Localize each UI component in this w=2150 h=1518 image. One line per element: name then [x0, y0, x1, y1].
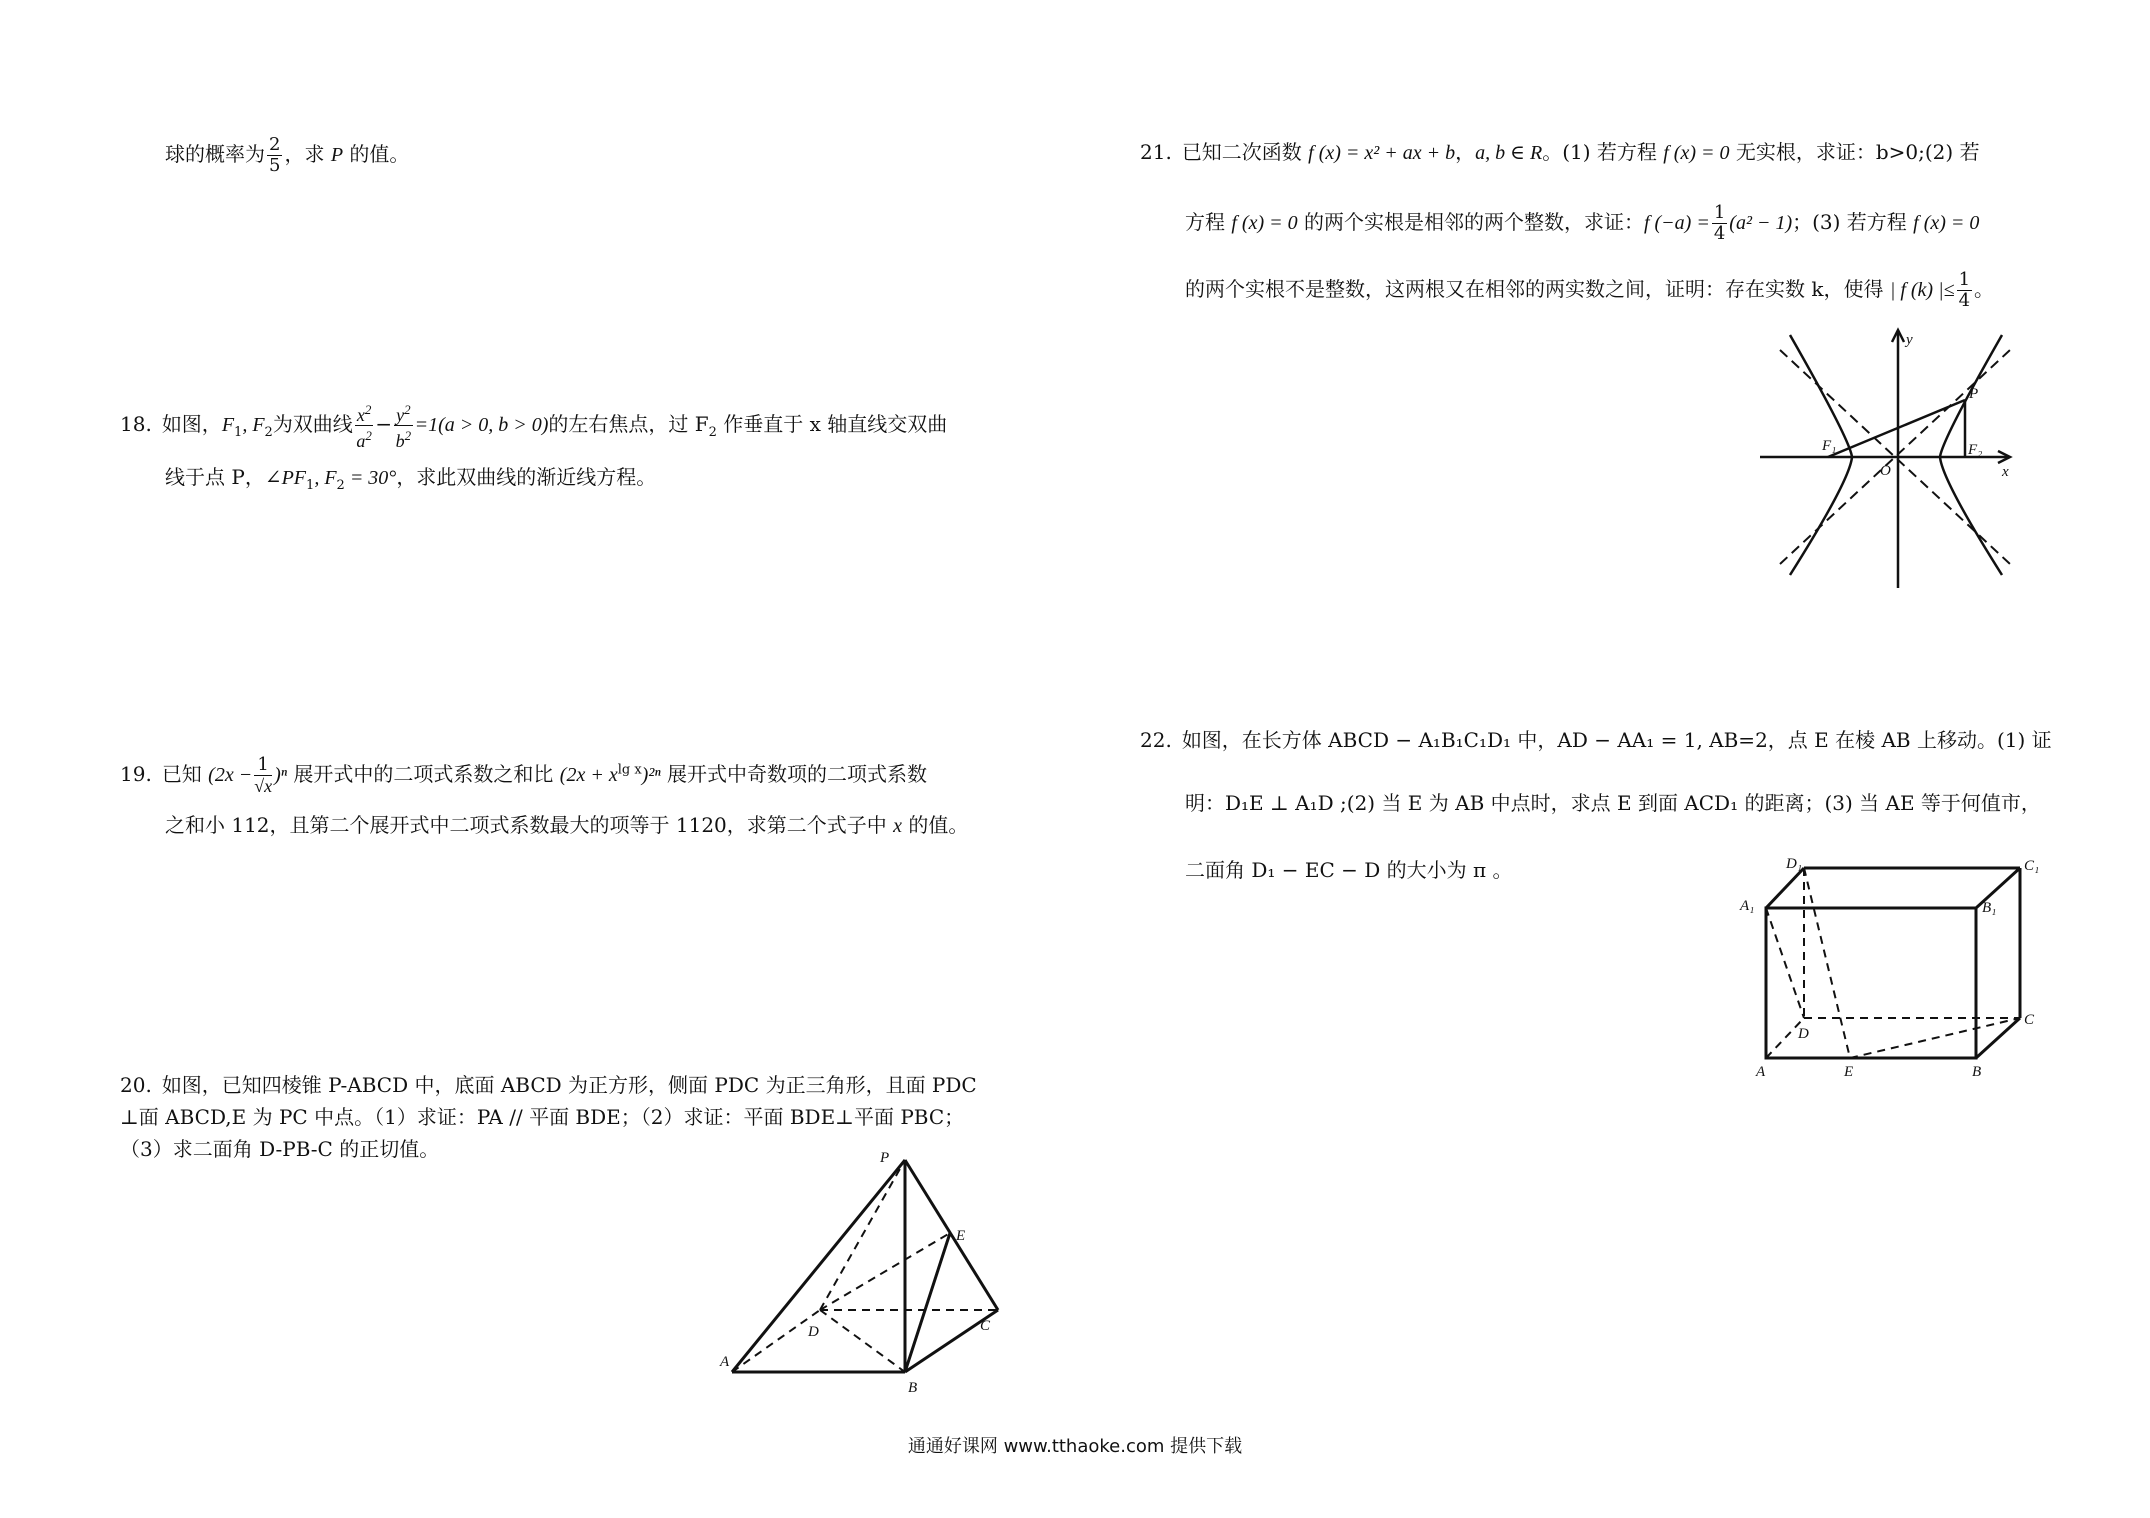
q20-text-2: ⊥面 ABCD,E 为 PC 中点。（1）求证：PA // 平面 BDE；（2）求证：平面 BDE⊥平面 PBC；	[120, 1105, 965, 1129]
q19-text-a: 已知	[161, 762, 209, 786]
q19-line-2	[165, 810, 968, 841]
q19-text-e: 的值。	[902, 813, 969, 837]
q20-line-1	[120, 1070, 977, 1100]
q18-sub-3: 2	[708, 425, 717, 440]
q21-text-e: 方程	[1185, 210, 1232, 234]
q21-frac-den-2: 4	[1958, 290, 1971, 311]
q21-label-f1: F₁	[1822, 438, 1837, 454]
q18-f1: F	[221, 414, 235, 436]
q18-sub-2: 2	[264, 425, 273, 440]
q21-frac-num: 1	[1713, 202, 1726, 223]
q18-text-a: 如图，	[161, 412, 222, 436]
q18-x: x	[356, 405, 365, 425]
q22-label-b: B	[1972, 1064, 1982, 1080]
q22-line-2	[1185, 788, 2041, 818]
q17-var-p: P	[330, 144, 344, 166]
q17-fraction	[267, 135, 282, 176]
q22-cuboid-figure	[1740, 856, 2040, 1080]
q17-tail	[165, 135, 409, 176]
q20-label-c: C	[980, 1318, 991, 1334]
q17-frac-den: 5	[269, 155, 281, 176]
q19-number: 19.	[120, 762, 152, 786]
q21-a-expr: (a² − 1)	[1729, 212, 1793, 234]
q20-text-3: （3）求二面角 D-PB-C 的正切值。	[120, 1137, 440, 1161]
q20-line-2	[120, 1102, 964, 1132]
q19-exp-lg: lg x	[617, 762, 642, 778]
q20-line-3	[120, 1134, 439, 1164]
q19-frac-den: √x	[254, 776, 273, 796]
q18-line-1: 18. 如图，$F_1$, $F_2$为双曲线 $\frac{x^2}{a^2}$ − $\frac{y^2}{b^2}$ =1(a > 0, b > 0)的左右焦点，过 $F_2$ 作垂直于 x 轴直线交双曲	[120, 402, 948, 451]
q21-label-f2: F₂	[1968, 442, 1983, 458]
edge-d1e	[1804, 868, 1850, 1058]
q18-condition: =1(a > 0, b > 0)	[414, 414, 549, 436]
q21-frac-den: 4	[1713, 223, 1726, 244]
q22-label-e: E	[1844, 1064, 1854, 1080]
q21-text-c: 。(1) 若方程	[1542, 140, 1664, 164]
edge-pc	[905, 1160, 998, 1310]
q19-frac-num: 1	[254, 755, 272, 776]
q22-label-a1: A₁	[1740, 898, 1755, 914]
q21-f0-2: f (x) = 0	[1231, 212, 1298, 234]
q21-text-d: 无实根，求证：b>0;(2) 若	[1729, 140, 1980, 164]
edge-bc	[1976, 1018, 2020, 1058]
edge-pd	[820, 1160, 905, 1310]
q19-line-1	[120, 755, 927, 796]
q22-line-1	[1140, 725, 2052, 755]
q21-text-g: ；(3) 若方程	[1792, 210, 1914, 234]
q19-fraction	[254, 755, 272, 796]
q18-a: a	[356, 431, 366, 451]
edge-be	[905, 1233, 950, 1372]
q20-label-a: A	[720, 1354, 730, 1370]
q21-fx: f (x) = x² + ax + b	[1308, 142, 1456, 164]
q18-f2: , F	[242, 414, 265, 436]
q21-frac-1	[1712, 203, 1727, 244]
q18-text-c: 的左右焦点，过 F	[548, 412, 709, 436]
q21-fk: | f (k) |≤	[1889, 279, 1955, 301]
q22-text-1: 如图，在长方体 ABCD − A₁B₁C₁D₁ 中，AD − AA₁ = 1, AB=2，点 E 在棱 AB 上移动。(1) 证	[1181, 728, 2052, 752]
q21-text-a: 已知二次函数	[1181, 140, 1309, 164]
q21-hyperbola-figure	[1770, 330, 2010, 590]
edge-a1d1	[1766, 868, 1804, 908]
q21-label-x: x	[2002, 464, 2009, 480]
q21-label-o: O	[1880, 463, 1891, 479]
q21-f0-3: f (x) = 0	[1913, 212, 1980, 234]
hyperbola-left-branch	[1790, 335, 1852, 575]
q17-text-a: 球的概率为	[165, 142, 265, 166]
q21-label-p: P	[1969, 386, 1979, 402]
q21-text-b: ，	[1455, 140, 1476, 164]
segment-f1-p	[1828, 400, 1965, 457]
q20-number: 20.	[120, 1073, 152, 1097]
q21-line-1	[1140, 137, 1980, 168]
q18-b: b	[395, 431, 405, 451]
q18-frac-x: $\frac{x^2}{a^2}$	[356, 402, 372, 451]
q20-label-d: D	[808, 1324, 819, 1340]
q22-text-3: 二面角 D₁ − EC − D 的大小为 π 。	[1185, 858, 1513, 882]
q19-exp-n: )ⁿ	[274, 764, 288, 786]
q21-frac-num-2: 1	[1958, 269, 1971, 290]
q21-ab: a, b ∈ R	[1475, 142, 1543, 164]
q22-number: 22.	[1140, 728, 1172, 752]
edge-ec	[1850, 1018, 2020, 1058]
q18-text-e: 线于点 P，	[165, 465, 265, 489]
q20-label-e: E	[956, 1228, 966, 1244]
q19-text-b: 展开式中的二项式系数之和比	[287, 762, 560, 786]
q20-text-1: 如图，已知四棱锥 P-ABCD 中，底面 ABCD 为正方形，侧面 PDC 为正三角形，且面 PDC	[161, 1073, 977, 1097]
q18-angle-mid: , F	[314, 467, 337, 489]
q18-angle-end: = 30°	[344, 467, 397, 489]
edge-db	[820, 1310, 905, 1372]
q18-line-2: 线于点 P，$\angle PF_1$, $F_2 = 30^\circ$，求此双曲线的渐近线方程。	[165, 465, 657, 493]
q21-line-2	[1185, 203, 1979, 244]
q17-frac-num: 2	[269, 134, 281, 155]
q21-text-i: 。	[1974, 277, 1995, 301]
q20-pyramid-figure	[720, 1150, 991, 1396]
edge-a1d	[1766, 908, 1804, 1018]
q18-text-b: 为双曲线	[272, 412, 353, 436]
q22-label-d1: D₁	[1786, 856, 1803, 872]
q19-text-c: 展开式中奇数项的二项式系数	[660, 762, 927, 786]
q22-label-c: C	[2024, 1012, 2035, 1028]
q19-expr-1: (2x −	[208, 764, 253, 786]
q21-label-y: y	[1906, 332, 1913, 348]
page-footer: 通通好课网 www.tthaoke.com 提供下载	[907, 1436, 1243, 1457]
q21-frac-2	[1957, 270, 1972, 311]
q21-fa: f (−a) =	[1643, 212, 1710, 234]
q17-text-c: 的值。	[343, 142, 410, 166]
q19-var-x: x	[893, 815, 903, 837]
q22-label-d: D	[1798, 1026, 1809, 1042]
q19-text-d: 之和小 112，且第二个展开式中二项式系数最大的项等于 1120，求第二个式子中	[165, 813, 894, 837]
q18-text-d: 作垂直于 x 轴直线交双曲	[716, 412, 948, 436]
q18-sub-1: 1	[234, 425, 243, 440]
q21-line-3	[1185, 270, 1994, 311]
q18-angle: ∠PF	[264, 467, 307, 489]
q22-label-a: A	[1756, 1064, 1766, 1080]
q18-text-f: ，求此双曲线的渐近线方程。	[396, 465, 657, 489]
q20-label-p: P	[880, 1150, 890, 1166]
edge-de	[820, 1233, 950, 1310]
q22-text-2: 明：D₁E ⊥ A₁D ;(2) 当 E 为 AB 中点时，求点 E 到面 ACD₁ 的距离；(3) 当 AE 等于何值市，	[1185, 791, 2041, 815]
q22-line-3	[1185, 855, 1513, 885]
q18-y: y	[396, 405, 405, 425]
q19-expr-2: (2x + x	[559, 764, 618, 786]
q21-text-f: 的两个实根是相邻的两个整数，求证：	[1297, 210, 1644, 234]
q21-text-h: 的两个实根不是整数，这两根又在相邻的两实数之间，证明：存在实数 k，使得	[1185, 277, 1890, 301]
q18-number: 18.	[120, 412, 152, 436]
q19-exp-2n: )²ⁿ	[641, 764, 661, 786]
q18-frac-y: $\frac{y^2}{b^2}$	[395, 402, 412, 451]
q22-label-b1: B₁	[1982, 900, 1997, 916]
q17-text-b: ，求	[284, 142, 331, 166]
q21-number: 21.	[1140, 140, 1172, 164]
q20-label-b: B	[908, 1380, 918, 1396]
q22-label-c1: C₁	[2024, 858, 2040, 874]
edge-pa	[732, 1160, 905, 1372]
q21-f0: f (x) = 0	[1663, 142, 1730, 164]
